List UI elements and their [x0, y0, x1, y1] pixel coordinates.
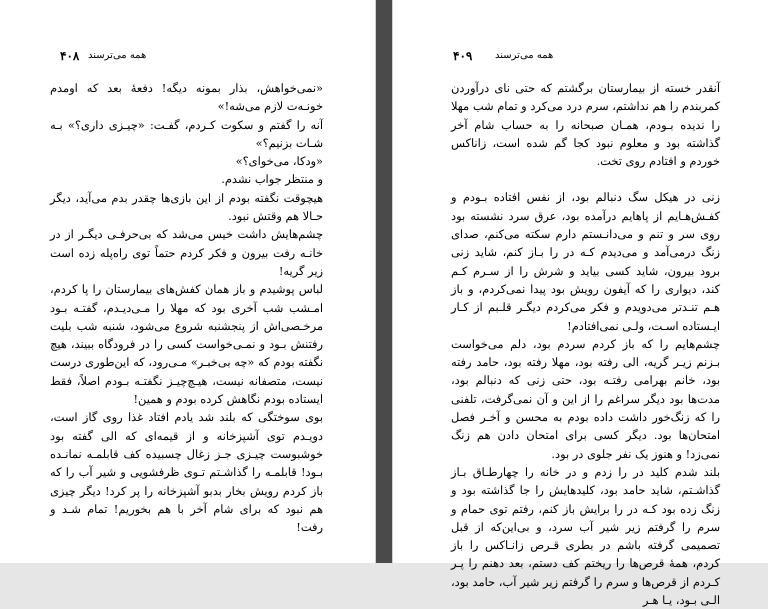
- paragraph: بلند شدم کلید در را زدم و در خانه را چهارطـاق بـاز گذاشـتم، شاید حامد بود، کلیدهایش را جا گذاشته بود و زنگ زده بود کـه در را برایش باز کنم، رفتم توی حمام و سرم را گرفتم زیر شیر آب سرد، و بی‌این‌که از قبل تصمیمی گرفته باشم در بطری قـرص زانـاکس را باز کردم، همهٔ قرص‌ها را ریختم کف دستم، بعد دهنم را پـر کـردم از قرص‌ها و سرم را گرفتم زیر شیر آب، حامد بود، الـی بـود، یـا هـر: [451, 464, 720, 608]
- right-page: [392, 0, 768, 608]
- paragraph: «نمی‌خواهش، بذار بمونه دیگه! دفعهٔ بعد که اومدم خونـه‌ت لازم می‌شه!»: [50, 81, 323, 114]
- right-page-body: [451, 79, 720, 609]
- paragraph: چشم‌هایش داشت خیس می‌شد که بی‌حرفـی دیگـر از در خانـه رفت بیرون و فکر کردم حتماً توی راه‌پله زده است زیر گریه!: [50, 227, 323, 278]
- paragraph: «ودکا، می‌خوای؟»: [235, 154, 323, 169]
- page-number: ۴۰۸: [60, 49, 80, 63]
- right-page-header: [453, 50, 708, 66]
- left-page-body: [50, 79, 323, 536]
- paragraph: بوی سوختگی که بلند شد یادم افتاد غذا روی گاز است، دویـدم توی آشپزخانه و از قیمه‌ای که الی گفته بود خوشبوست چیـزی جـز زغال چسبیده کف قابلمـه نمانـده بـود! قابلمـه را گذاشـتم تـوی ظرفشویی و شیر آب را که باز کردم رویش بخار بدبو آشپزخانه را پر کرد! دیگر چیزی هم نبود که برای شام آخر با هم بخوریم! تمام شـد و رفت!: [50, 410, 323, 535]
- paragraph: زنی در هیکل سگ دنبالم بود، از نفس افتاده بـودم و کفـش‌هـایم از پاهایم درآمده بود، عرق سرد نشسته بود روی سر و تنم و می‌دانـستم دارم سکته می‌کنم، صدای زنگ درمی‌آمد و می‌دیدم کـه در را بـاز کنم، شاید زنی برود بیرون، شاید کسی بیاید و شرش را از سـرم کـم کند، دیواری را که آیفون رویش بود پیدا نمی‌کردم، و باز هـم تنـدتر می‌دویدم و فکر می‌کردم دیگـر قلـبم از کـار ایـستاده اسـت، ولـی نمی‌افتادم!: [451, 190, 720, 333]
- book-gutter: [376, 0, 392, 563]
- running-title: همه می‌ترسند: [495, 50, 554, 61]
- left-page-header: [60, 50, 315, 66]
- page-number: ۴۰۹: [453, 49, 473, 63]
- left-page: [0, 0, 376, 563]
- paragraph: چشم‌هایم را که باز کردم سردم بود، دلم می‌خواست بـزنم زیـر گریه، الی رفته بود، مهلا رفته بود، حامد رفته بود، خانم بهرامی رفتـه بود، حتی زنی که دنبالم بود، مدت‌ها بود دیگر سراغم را از این و آن نمی‌گرفت، تلفنی را که زنگ‌خور داشت داده بودم به محسن و آخـر فصل امتحان‌ها بود. دیگر کسی برای امتحان دادن هم زنگ نمی‌زد! و هنوز یک نفر جلوی در بود.: [451, 336, 720, 461]
- paragraph: هیچوقت نگفته بودم از این بازی‌ها چقدر بدم می‌آید، دیگر حـالا هم وقتش نبود.: [50, 190, 323, 224]
- running-title: همه می‌ترسند: [88, 50, 147, 61]
- paragraph: آنقدر خسته از بیمارستان برگشتم که حتی نای درآوردن کمربندم را هم نداشتم، سرم درد می‌کرد و تمام شب مهلا را ندیده بـودم، همـان صبحانه را به حساب شام آخر گذاشته بود و معلوم نبود کجا گم شده است، زاناکس خوردم و افتادم روی تخت.: [451, 81, 720, 169]
- paragraph: و منتظر جواب نشدم.: [221, 172, 323, 187]
- paragraph: لباس پوشیدم و باز همان کفش‌های بیمارستان را پا کردم، امـشب شب آخری بود که مهلا را مـی‌دیـدم، گفتـه بـود مرخـصی‌اش از پنجشنبه شروع می‌شود، شنبه شب بلیت رفتنش بـود و نمـی‌خواست کسی را در فرودگاه ببیند، هیچ نگفته بودم که «چه بی‌خبـر» مـی‌رود، که این‌طوری درست نیست، متصفانه نیست، هیـچ‌چیـز نگفتـه بـودم اصلاً، فقط ایستاده بودم نگاهش کرده بودم و همین!: [50, 282, 323, 407]
- paragraph: آنه را گفتم و سکوت کـردم، گفـت: «چیـزی داری؟» بـه شـات بزنیم؟»: [50, 117, 323, 150]
